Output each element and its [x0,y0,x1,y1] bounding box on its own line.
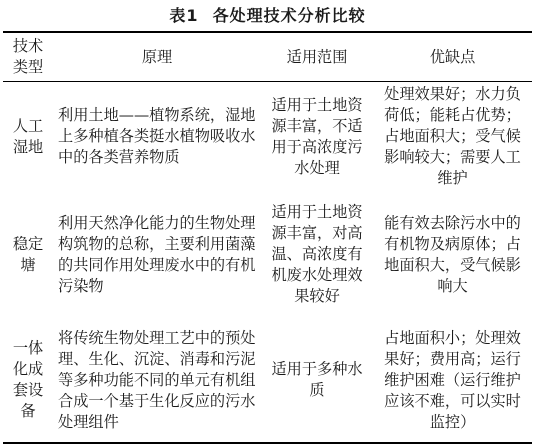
cell-scope: 适用于土地资源丰富，不适用于高浓度污水处理 [271,95,363,177]
cell-type: 人工湿地 [12,116,44,156]
header-proscons: 优缺点 [373,32,532,82]
cell-principle: 将传统生物处理工艺中的预处理、生化、沉淀、消毒和污泥等多种功能不同的单元有机组合成一个基于生化反应的污水处理组件 [58,328,256,431]
cell-proscons: 处理效果好；水力负荷低；能耗占优势；占地面积大；受气候影响较大；需要人工维护 [384,85,521,187]
header-principle: 原理 [53,32,261,82]
table-caption [0,4,535,28]
cell-scope: 适用于土地资源丰富，对高温、高浓度有机废水处理效果较好 [271,203,363,305]
cell-proscons: 占地面积小；处理效果好；费用高；运行维护困难（运行维护应该不难，可以实时监控） [384,328,521,431]
cell-principle: 利用土地——植物系统，湿地上多种植各类挺水植物吸收水中的各类营养物质 [58,106,256,166]
table-number: 表1 [169,6,199,25]
cell-proscons: 能有效去除污水中的有机物及病原体；占地面积大，受气候影响大 [384,213,521,295]
cell-type: 稳定塘 [12,234,44,274]
comparison-table [3,31,532,444]
cell-scope: 适用于多种水质 [271,360,363,399]
header-row [3,32,532,82]
table-header [3,32,532,82]
header-type: 技术类型 [3,32,53,82]
header-scope: 适用范围 [261,32,373,82]
table-title: 各处理技术分析比较 [212,6,366,25]
table-row [3,82,532,192]
table-row [3,318,532,443]
cell-type: 一体化成套设备 [12,339,44,420]
cell-principle: 利用天然净化能力的生物处理构筑物的总称，主要利用菌藻的共同作用处理废水中的有机污染物 [58,213,256,295]
table-body [3,82,532,444]
table-row [3,191,532,318]
